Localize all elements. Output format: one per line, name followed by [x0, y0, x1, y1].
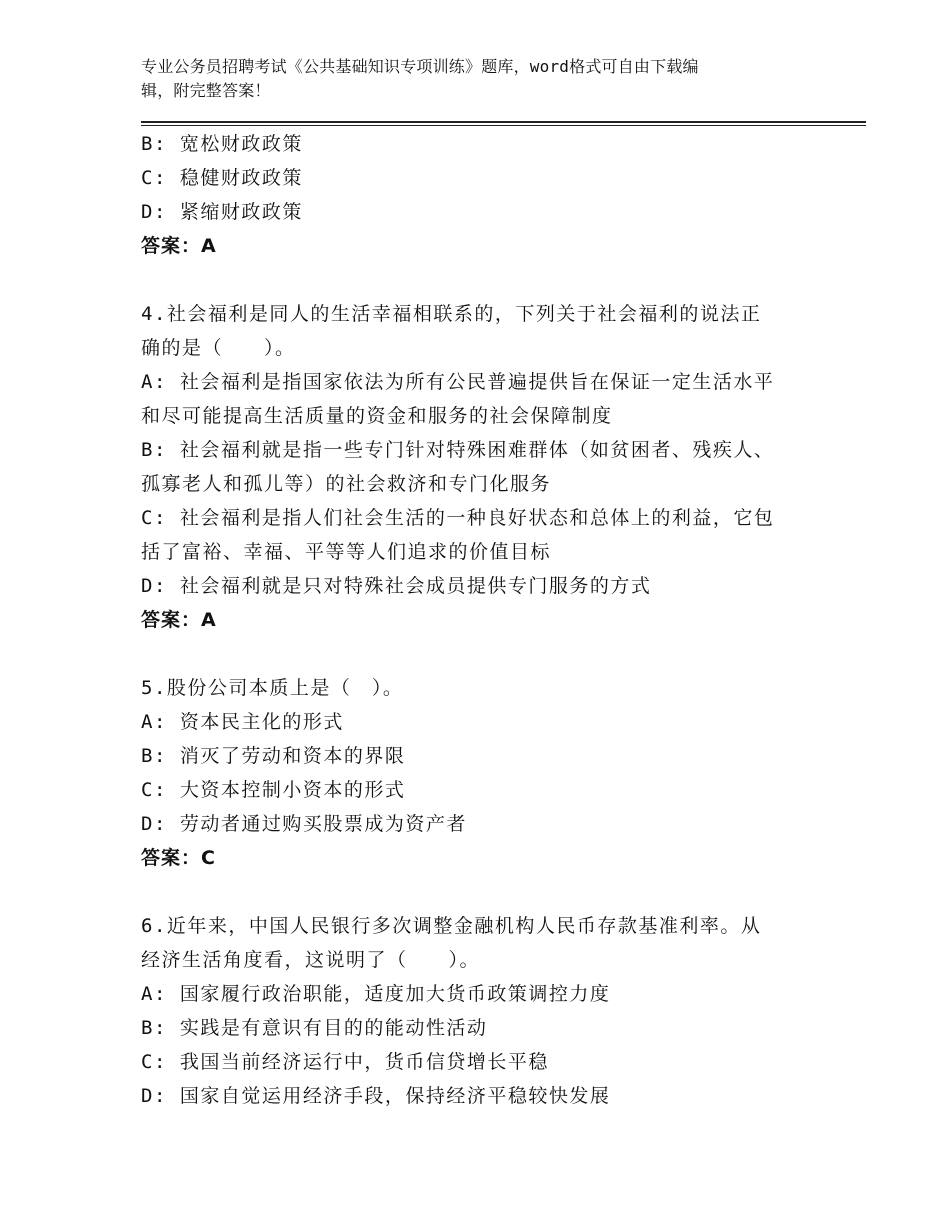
q4-option-b-line-2: 孤寡老人和孤儿等）的社会救济和专门化服务	[141, 473, 552, 495]
header-rule-thin	[141, 125, 866, 126]
q5-option-b: B: 消灭了劳动和资本的界限	[141, 745, 406, 767]
q3-option-d: D: 紧缩财政政策	[141, 201, 303, 223]
q5-option-a: A: 资本民主化的形式	[141, 711, 344, 733]
header-rule-thick	[141, 121, 866, 123]
q6-option-a: A: 国家履行政治职能，适度加大货币政策调控力度	[141, 983, 611, 1005]
question-4	[141, 297, 821, 637]
spacer	[141, 263, 821, 297]
q4-option-c-line-1: C: 社会福利是指人们社会生活的一种良好状态和总体上的利益，它包	[141, 507, 775, 529]
q4-option-d: D: 社会福利就是只对特殊社会成员提供专门服务的方式	[141, 575, 652, 597]
q4-stem-line-2: 确的是（ ）。	[141, 337, 296, 359]
q5-stem: 5.股份公司本质上是（ ）。	[141, 677, 404, 699]
question-6	[141, 909, 821, 1113]
q5-answer: 答案：C	[141, 847, 216, 869]
q6-option-b: B: 实践是有意识有目的的能动性活动	[141, 1017, 488, 1039]
spacer	[141, 637, 821, 671]
question-5	[141, 671, 821, 875]
q3-option-c: C: 稳健财政政策	[141, 167, 303, 189]
page-header	[141, 55, 821, 103]
spacer	[141, 875, 821, 909]
q5-option-c: C: 大资本控制小资本的形式	[141, 779, 406, 801]
q6-stem-line-2: 经济生活角度看，这说明了（ ）。	[141, 949, 481, 971]
q4-option-b-line-1: B: 社会福利就是指一些专门针对特殊困难群体（如贫困者、残疾人、	[141, 439, 775, 461]
q4-option-a-line-1: A: 社会福利是指国家依法为所有公民普遍提供旨在保证一定生活水平	[141, 371, 775, 393]
q4-option-c-line-2: 括了富裕、幸福、平等等人们追求的价值目标	[141, 541, 552, 563]
q6-option-c: C: 我国当前经济运行中，货币信贷增长平稳	[141, 1051, 549, 1073]
question-3-tail	[141, 127, 821, 263]
question-content	[141, 127, 821, 1113]
q5-option-d: D: 劳动者通过购买股票成为资产者	[141, 813, 467, 835]
q6-stem-line-1: 6.近年来，中国人民银行多次调整金融机构人民币存款基准利率。从	[141, 915, 762, 937]
q4-option-a-line-2: 和尽可能提高生活质量的资金和服务的社会保障制度	[141, 405, 613, 427]
q4-stem-line-1: 4.社会福利是同人的生活幸福相联系的，下列关于社会福利的说法正	[141, 303, 762, 325]
q4-answer: 答案：A	[141, 609, 217, 631]
header-line-2: 辑，附完整答案！	[141, 81, 271, 100]
header-line-1: 专业公务员招聘考试《公共基础知识专项训练》题库，word格式可自由下载编	[141, 57, 699, 76]
q3-answer: 答案：A	[141, 235, 217, 257]
q3-option-b: B: 宽松财政政策	[141, 133, 303, 155]
q6-option-d: D: 国家自觉运用经济手段，保持经济平稳较快发展	[141, 1085, 611, 1107]
